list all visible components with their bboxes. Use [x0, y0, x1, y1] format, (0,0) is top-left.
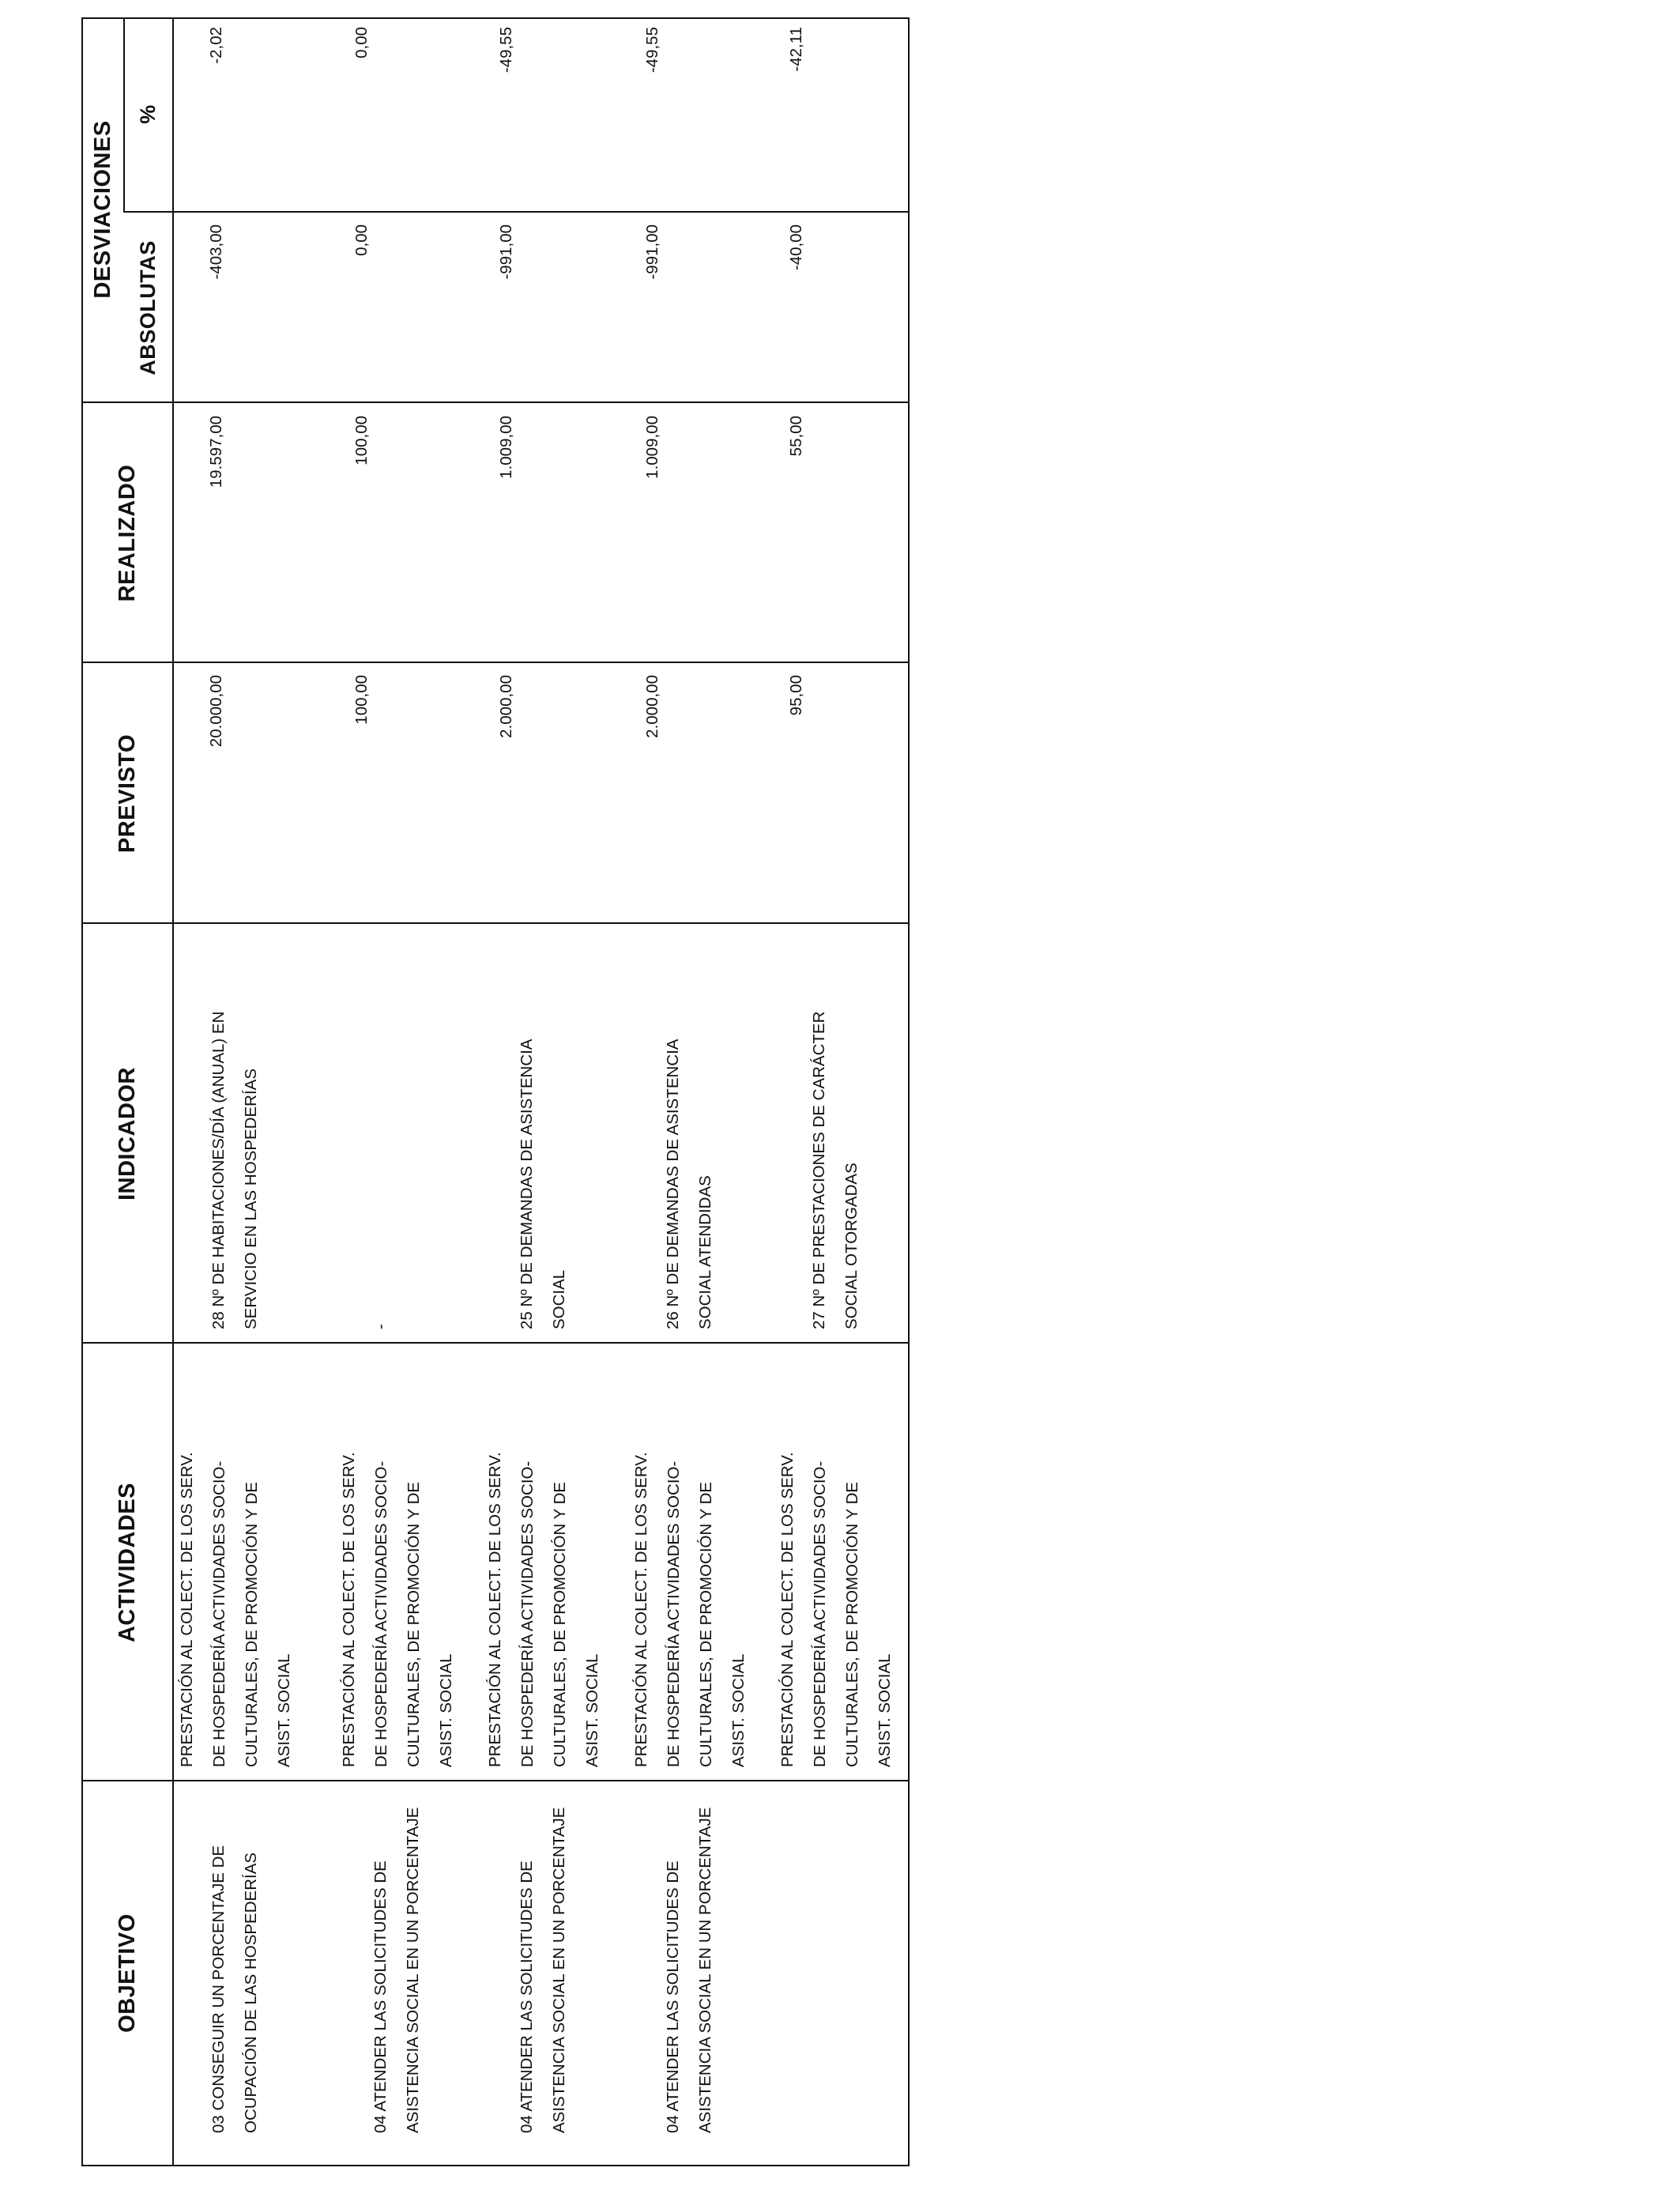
row-4-porcentaje: -49,55	[643, 27, 661, 74]
row-3-objetivo: 04 ATENDER LAS SOLICITUDES DE ASISTENCIA SOCIAL EN UN PORCENTAJE	[518, 1807, 568, 2133]
row-3-indicador: 25 Nº DE DEMANDAS DE ASISTENCIA SOCIAL	[518, 1039, 568, 1329]
row-4-actividades: PRESTACIÓN AL COLECT. DE LOS SERV. DE HOSPEDERÍA ACTIVIDADES SOCIO- CULTURALES, DE PROMOCIÓN Y DE ASIST. SOCIAL	[632, 1452, 748, 1767]
row-3-absolutas: -991,00	[497, 224, 515, 280]
row-4-indicador: 26 Nº DE DEMANDAS DE ASISTENCIA SOCIAL ATENDIDAS	[664, 1039, 714, 1329]
row-5-actividades: PRESTACIÓN AL COLECT. DE LOS SERV. DE HOSPEDERÍA ACTIVIDADES SOCIO- CULTURALES, DE PROMOCIÓN Y DE ASIST. SOCIAL	[778, 1452, 894, 1767]
col-divider-2	[83, 1342, 908, 1344]
row-3-realizado: 1.009,00	[497, 416, 515, 479]
row-5-indicador: 27 Nº DE PRESTACIONES DE CARÁCTER SOCIAL OTORGADAS	[810, 1011, 861, 1329]
header-objetivo: OBJETIVO	[115, 1913, 140, 2033]
header-indicador: INDICADOR	[115, 1067, 140, 1201]
row-4-absolutas: -991,00	[643, 224, 661, 280]
row-4-objetivo: 04 ATENDER LAS SOLICITUDES DE ASISTENCIA SOCIAL EN UN PORCENTAJE	[664, 1807, 714, 2133]
row-1-absolutas: -403,00	[207, 224, 225, 280]
row-3-actividades: PRESTACIÓN AL COLECT. DE LOS SERV. DE HOSPEDERÍA ACTIVIDADES SOCIO- CULTURALES, DE PROMOCIÓN Y DE ASIST. SOCIAL	[486, 1452, 601, 1767]
col-divider-6	[123, 211, 908, 213]
header-divider	[172, 19, 174, 2165]
row-1-porcentaje: -2,02	[207, 27, 225, 64]
header-actividades: ACTIVIDADES	[115, 1482, 140, 1643]
col-divider-1	[83, 1780, 908, 1781]
row-4-realizado: 1.009,00	[643, 416, 661, 479]
header-absolutas: ABSOLUTAS	[135, 240, 160, 375]
row-5-realizado: 55,00	[787, 416, 805, 457]
row-5-absolutas: -40,00	[787, 224, 805, 271]
row-3-porcentaje: -49,55	[497, 27, 515, 74]
row-5-porcentaje: -42,11	[787, 27, 805, 72]
row-1-indicador: 28 Nº DE HABITACIONES/DÍA (ANUAL) EN SERVICIO EN LAS HOSPEDERÍAS	[209, 1011, 260, 1329]
desviaciones-table	[81, 17, 910, 2166]
row-4-previsto: 2.000,00	[643, 675, 661, 738]
row-2-indicador: -	[371, 1324, 390, 1329]
row-2-previsto: 100,00	[352, 675, 371, 725]
row-1-objetivo: 03 CONSEGUIR UN PORCENTAJE DE OCUPACIÓN DE LAS HOSPEDERÍAS	[209, 1845, 260, 2133]
row-2-realizado: 100,00	[352, 416, 371, 466]
row-5-previsto: 95,00	[787, 675, 805, 716]
row-1-previsto: 20.000,00	[207, 675, 225, 748]
header-realizado: REALIZADO	[115, 464, 140, 602]
col-divider-4	[83, 662, 908, 663]
col-divider-5	[83, 401, 908, 403]
row-1-realizado: 19.597,00	[207, 416, 225, 488]
header-previsto: PREVISTO	[115, 733, 140, 854]
row-2-actividades: PRESTACIÓN AL COLECT. DE LOS SERV. DE HOSPEDERÍA ACTIVIDADES SOCIO- CULTURALES, DE PROMOCIÓN Y DE ASIST. SOCIAL	[340, 1452, 455, 1767]
row-1-actividades: PRESTACIÓN AL COLECT. DE LOS SERV. DE HOSPEDERÍA ACTIVIDADES SOCIO- CULTURALES, DE PROMOCIÓN Y DE ASIST. SOCIAL	[178, 1452, 293, 1767]
header-desviaciones: DESVIACIONES	[90, 120, 115, 299]
row-2-objetivo: 04 ATENDER LAS SOLICITUDES DE ASISTENCIA SOCIAL EN UN PORCENTAJE	[371, 1807, 422, 2133]
col-divider-3	[83, 922, 908, 924]
row-3-previsto: 2.000,00	[497, 675, 515, 738]
header-porcentaje: %	[135, 104, 160, 124]
row-2-porcentaje: 0,00	[352, 27, 371, 58]
row-2-absolutas: 0,00	[352, 224, 371, 256]
